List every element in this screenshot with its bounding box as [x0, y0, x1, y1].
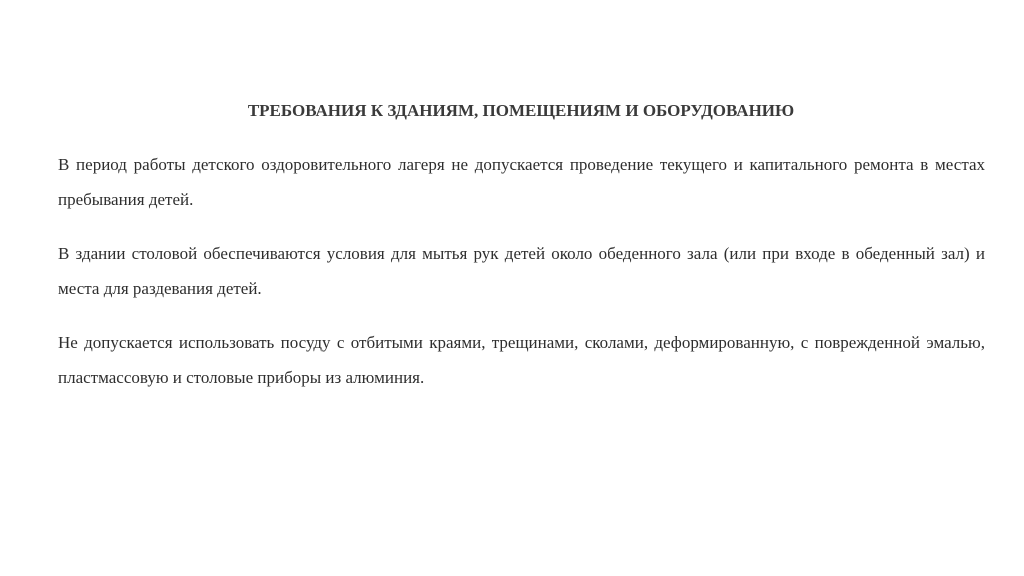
paragraph-handwashing: В здании столовой обеспечиваются условия для мытья рук детей около обеденного зала (или при входе в обеденный зал) и места для раздевания детей. [58, 244, 985, 298]
slide-title: ТРЕБОВАНИЯ К ЗДАНИЯМ, ПОМЕЩЕНИЯМ И ОБОРУДОВАНИЮ [247, 101, 795, 120]
paragraph-repair: В период работы детского оздоровительного лагеря не допускается проведение текущего и капитального ремонта в местах пребывания детей. [58, 155, 985, 209]
paragraph-tableware: Не допускается использовать посуду с отбитыми краями, трещинами, сколами, деформированную, с поврежденной эмалью, пластмассовую и столовые приборы из алюминия. [58, 333, 985, 387]
